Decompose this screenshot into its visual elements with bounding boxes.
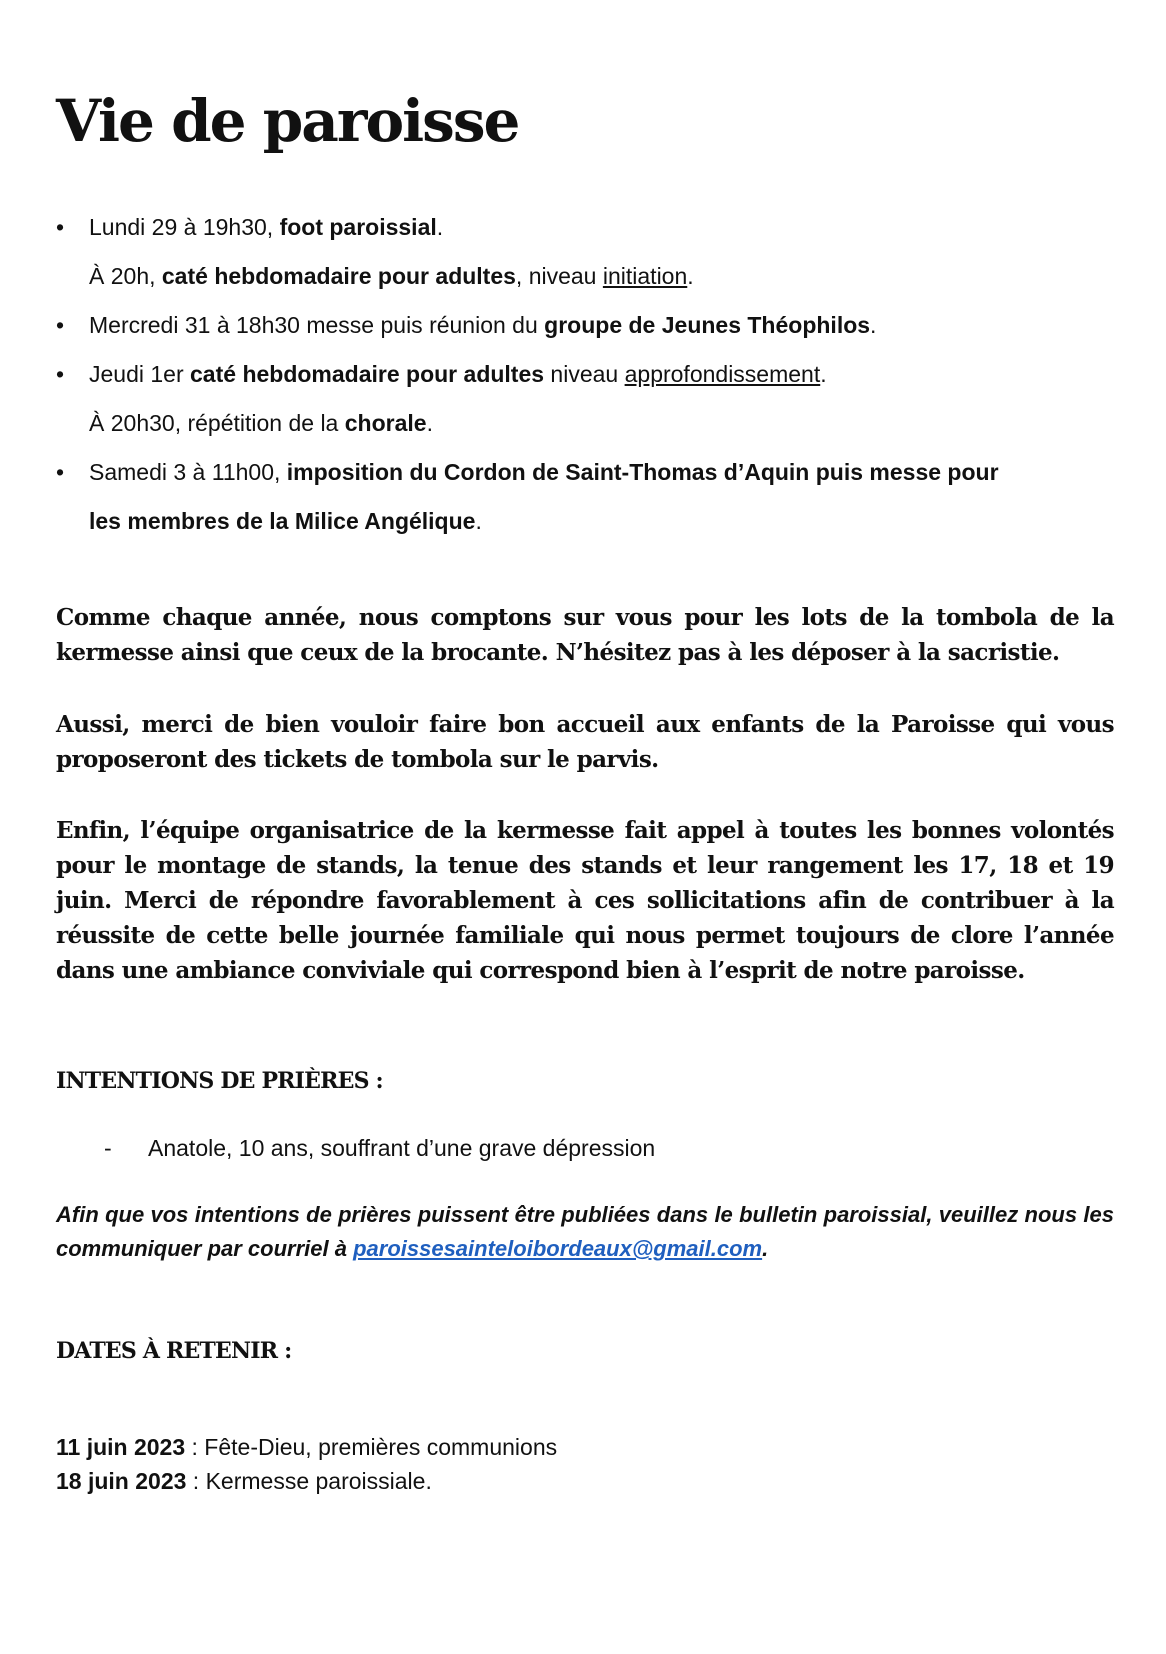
event-text: Jeudi 1er: [89, 361, 191, 387]
event-text: .: [475, 508, 482, 534]
event-text: .: [687, 263, 694, 289]
event-text: .: [820, 361, 827, 387]
level-link: approfondissement: [624, 361, 821, 387]
paragraph-volunteers: Enfin, l’équipe organisatrice de la kermesse fait appel à toutes les bonnes volontés pour le montage de stands, la tenue des stands et leur rangement les 17, 18 et 19 juin. Merci de répondre favorablement à ces sollicitations afin de contribuer à la réussite de cette belle journée familiale qui nous permet toujours de clore l’année dans une ambiance conviviale qui correspond bien à l’esprit de notre paroisse.: [56, 817, 1114, 984]
event-text: À 20h,: [89, 263, 162, 289]
date-value: 18 juin 2023: [56, 1468, 187, 1494]
event-highlight: groupe de Jeunes Théophilos: [544, 312, 871, 338]
intentions-heading: INTENTIONS DE PRIÈRES :: [56, 1068, 383, 1094]
note-text: .: [762, 1236, 769, 1261]
event-text: .: [436, 214, 444, 240]
intention-text: Anatole, 10 ans, souffrant d’une grave dépression: [148, 1135, 656, 1161]
event-highlight: les membres de la Milice Angélique: [89, 508, 476, 534]
event-text: , niveau: [515, 263, 603, 289]
event-text: niveau: [544, 361, 625, 387]
event-item: [56, 215, 1116, 240]
page-title: Vie de paroisse: [56, 87, 519, 155]
date-text: : Fête-Dieu, premières communions: [185, 1434, 558, 1460]
date-text: : Kermesse paroissiale.: [186, 1468, 432, 1494]
intention-item: [104, 1135, 655, 1162]
date-item: [56, 1430, 557, 1464]
event-item: [56, 411, 1116, 436]
event-highlight: imposition du Cordon de Saint-Thomas d’Aquin puis messe pour: [286, 459, 999, 485]
intentions-note: [56, 1198, 1114, 1266]
bullet-icon: •: [56, 361, 65, 387]
events-list: [56, 215, 1116, 558]
paragraph-welcome: Aussi, merci de bien vouloir faire bon accueil aux enfants de la Paroisse qui vous proposeront des tickets de tombola sur le parvis.: [56, 711, 1114, 773]
event-item: [56, 362, 1116, 387]
date-item: [56, 1464, 557, 1498]
event-text: Mercredi 31 à 18h30 messe puis réunion du: [89, 312, 545, 338]
level-link: initiation: [602, 263, 688, 289]
email-link[interactable]: paroissesainteloibordeaux@gmail.com: [353, 1236, 763, 1261]
event-item: [56, 509, 1116, 534]
event-text: .: [870, 312, 877, 338]
dates-heading: DATES À RETENIR :: [56, 1338, 292, 1364]
event-highlight: caté hebdomadaire pour adultes: [190, 361, 545, 387]
event-text: Samedi 3 à 11h00,: [89, 459, 287, 485]
bullet-icon: •: [56, 214, 65, 240]
event-item: [56, 264, 1116, 289]
event-text: .: [426, 410, 433, 436]
event-text: À 20h30, répétition de la: [89, 410, 345, 436]
dash-icon: -: [104, 1135, 112, 1161]
dates-list: [56, 1430, 557, 1498]
note-text: Afin que vos intentions de prières puissent être publiées dans le bulletin paroissial, veuillez nous les communiquer par courriel à: [56, 1202, 1114, 1261]
event-item: [56, 313, 1116, 338]
event-highlight: caté hebdomadaire pour adultes: [161, 263, 516, 289]
paragraph-tombola: Comme chaque année, nous comptons sur vous pour les lots de la tombola de la kermesse ainsi que ceux de la brocante. N’hésitez pas à les déposer à la sacristie.: [56, 604, 1114, 666]
event-highlight: chorale: [344, 410, 427, 436]
event-highlight: foot paroissial: [279, 214, 437, 240]
event-text: Lundi 29 à 19h30,: [89, 214, 280, 240]
bullet-icon: •: [56, 459, 65, 485]
event-item: [56, 460, 1116, 485]
date-value: 11 juin 2023: [56, 1434, 186, 1460]
bullet-icon: •: [56, 312, 65, 338]
